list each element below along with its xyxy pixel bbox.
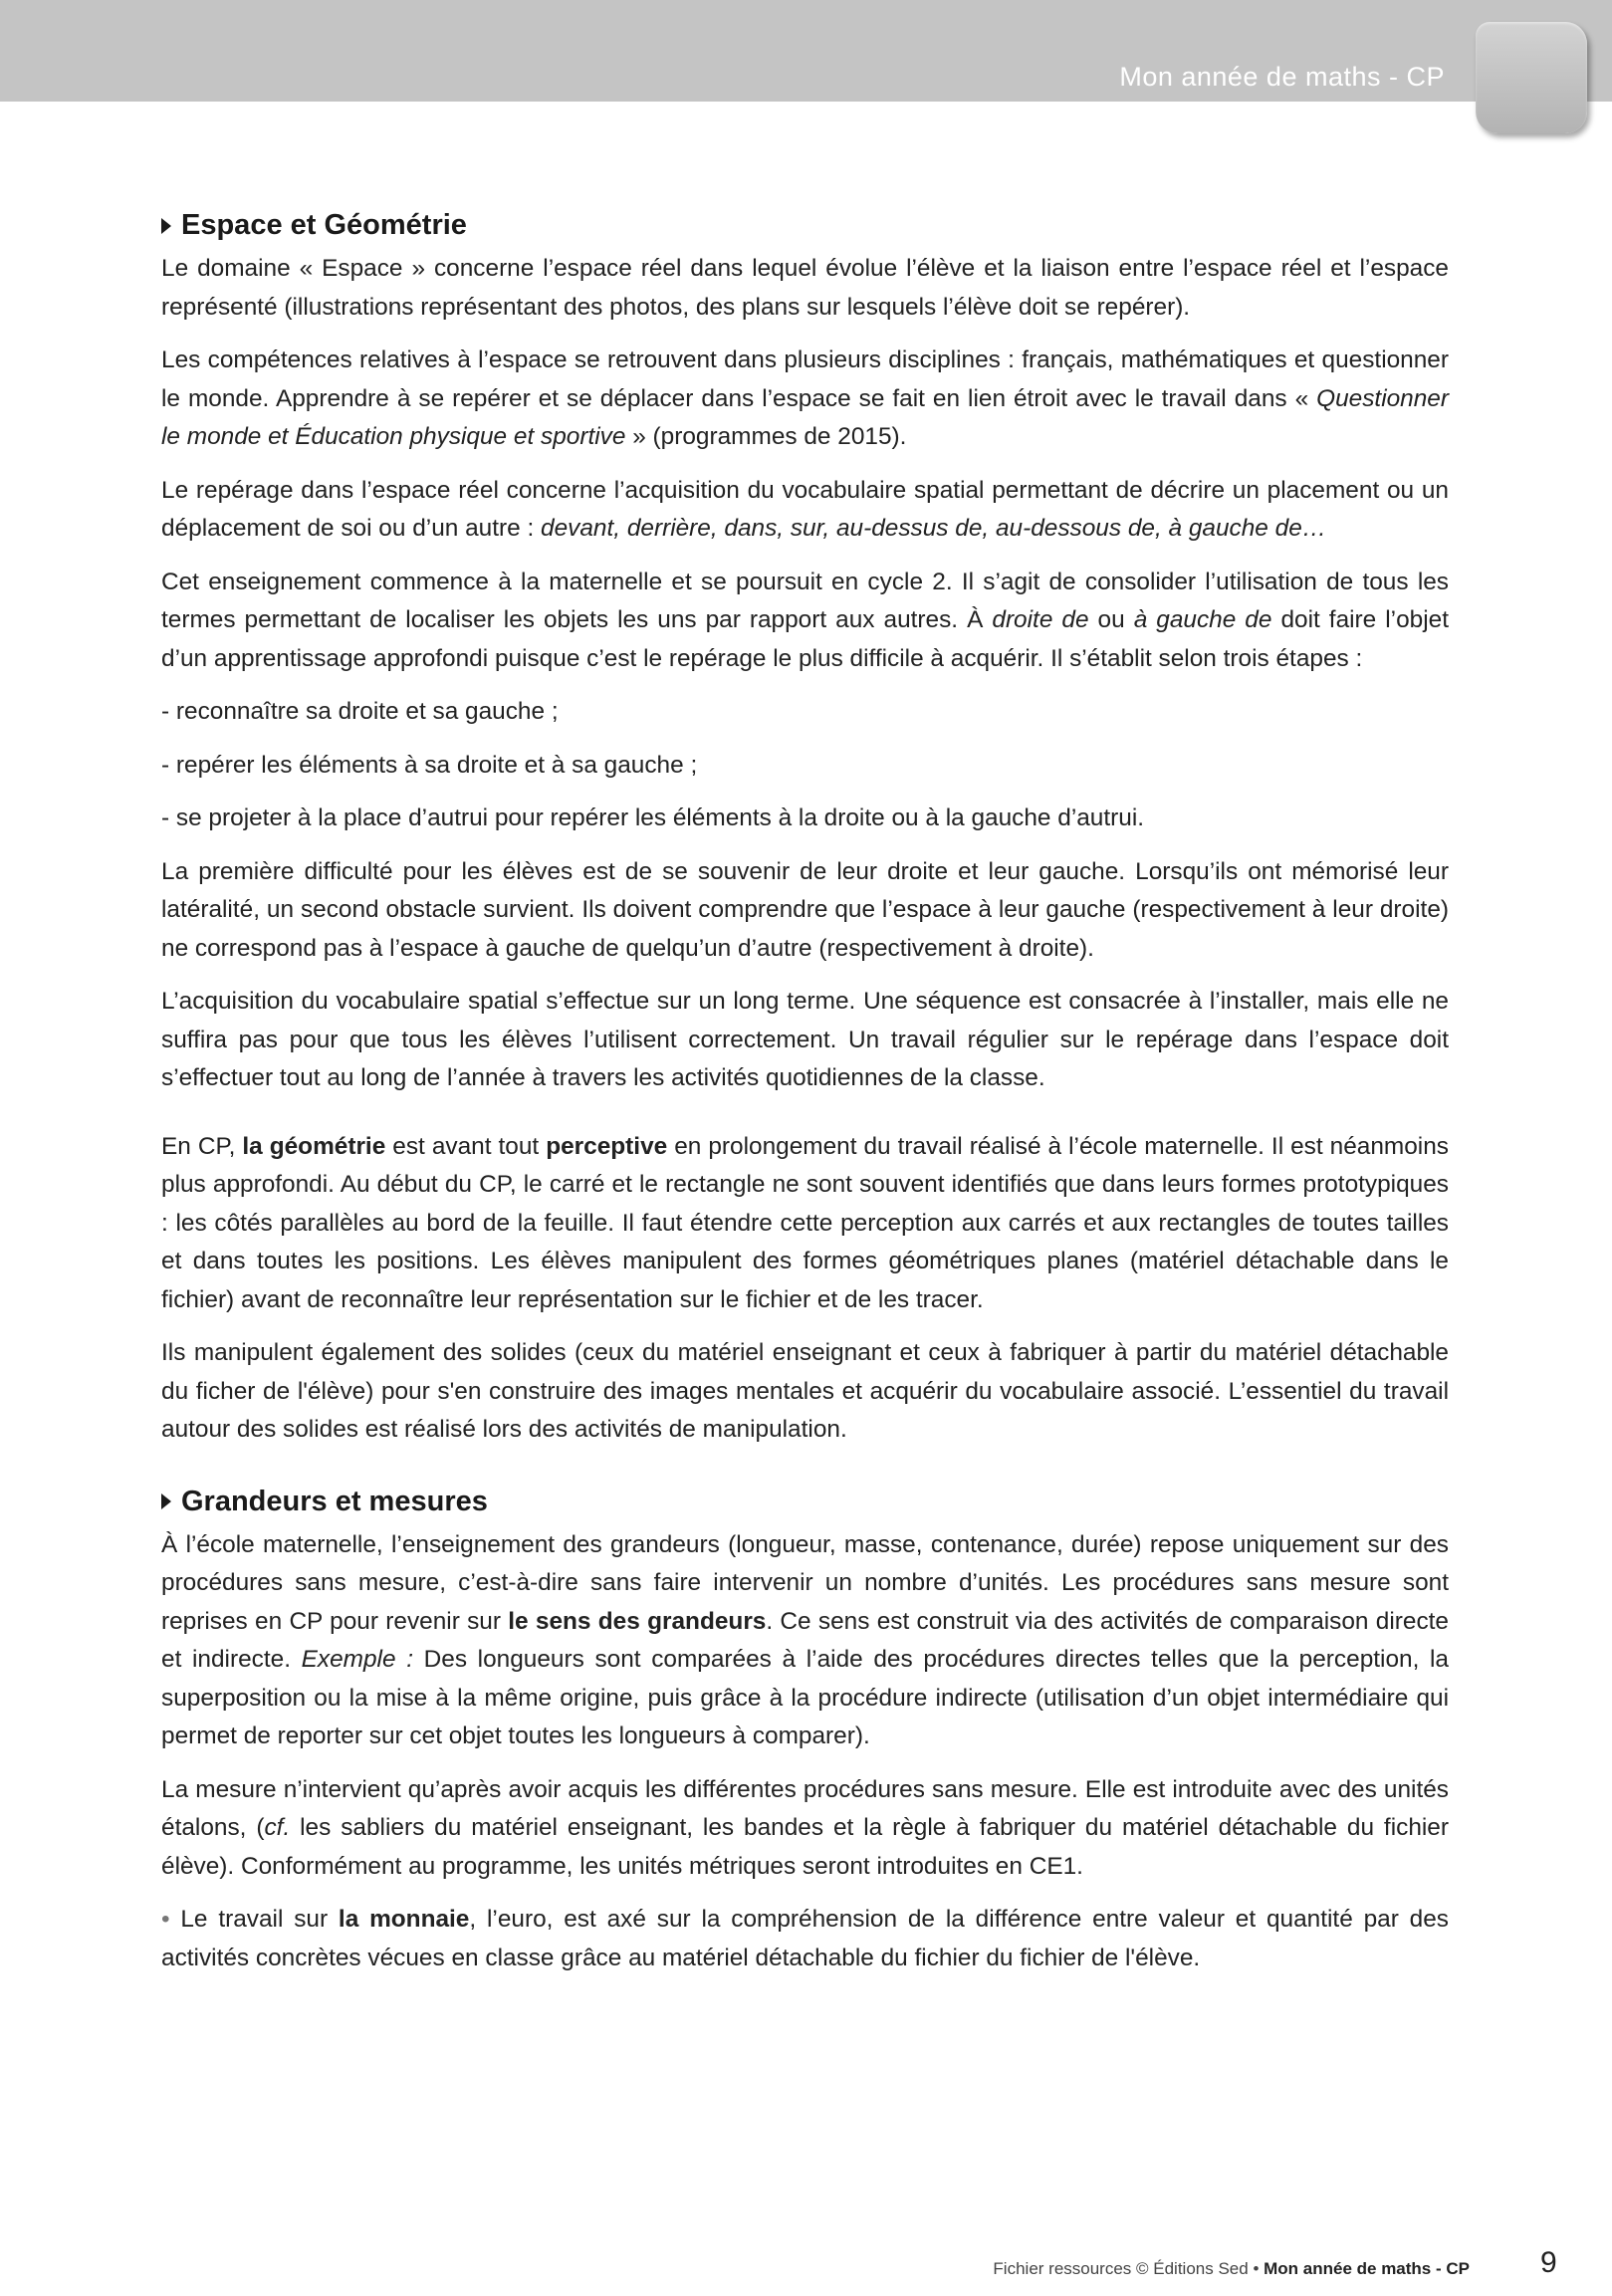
section-espace-geometrie (161, 209, 1449, 1450)
section-heading (161, 209, 1449, 242)
paragraph: Ils manipulent également des solides (ceux du matériel enseignant et ceux à fabriquer à partir du matériel détachable du ficher de l'élève) pour s'en construire des images mentales et acquérir du vocabulaire associé. L’essentiel du travail autour des solides est réalisé lors des activités de manipulation. (161, 1339, 1449, 1443)
paragraph: La mesure n’intervient qu’après avoir acquis les différentes procédures sans mesure. Elle est introduite avec des unités étalons, (cf. les sabliers du matériel enseignant, les bandes et la règle à fabriquer du matériel détachable du fichier élève). Conformément au programme, les unités métriques seront introduites en CE1. (161, 1775, 1449, 1880)
section-grandeurs-mesures (161, 1486, 1449, 1978)
header-tab-decoration (1476, 22, 1587, 133)
list-item: - se projeter à la place d’autrui pour repérer les éléments à la droite ou à la gauche d’autrui. (161, 804, 1145, 831)
header-band (0, 0, 1612, 102)
paragraph: Le repérage dans l’espace réel concerne l’acquisition du vocabulaire spatial permettant de décrire un placement ou un déplacement de soi ou d’un autre : devant, derrière, dans, sur, au-dessus de, au-dessous de, à gauche de… (161, 476, 1449, 542)
section-heading-text: Espace et Géométrie (181, 209, 467, 241)
paragraph: En CP, la géométrie est avant tout perceptive en prolongement du travail réalisé à l’école maternelle. Il est néanmoins plus approfondi. Au début du CP, le carré et le rectangle ne sont souvent identifiés que dans leurs formes prototypiques : les côtés parallèles au bord de la feuille. Il faut étendre cette perception aux carrés et aux rectangles de toutes tailles et dans toutes les positions. Les élèves manipulent des formes géométriques planes (matériel détachable dans le fichier) avant de reconnaître leur représentation sur le fichier et de les tracer. (161, 1132, 1449, 1313)
footer-text: Fichier ressources © Éditions Sed • Mon année de maths - CP (993, 2259, 1470, 2278)
list-item: - repérer les éléments à sa droite et à sa gauche ; (161, 751, 698, 779)
page-content (161, 209, 1449, 2013)
triangle-bullet-icon (161, 218, 171, 234)
paragraph: Cet enseignement commence à la maternelle et se poursuit en cycle 2. Il s’agit de consolider l’utilisation de tous les termes permettant de localiser les objets les uns par rapport aux autres. À droite de ou à gauche de doit faire l’objet d’un apprentissage approfondi puisque c’est le repérage le plus difficile à acquérir. Il s’établit selon trois étapes : (161, 568, 1449, 672)
header-title: Mon année de maths - CP (1119, 62, 1445, 92)
section-heading-text: Grandeurs et mesures (181, 1485, 488, 1517)
paragraph: À l’école maternelle, l’enseignement des grandeurs (longueur, masse, contenance, durée) repose uniquement sur des procédures sans mesure, c’est-à-dire sans faire intervenir un nombre d’unités. Les procédures sans mesure sont reprises en CP pour revenir sur le sens des grandeurs. Ce sens est construit via des activités de comparaison directe et indirecte. Exemple : Des longueurs sont comparées à l’aide des procédures directes telles que la perception, la superposition ou la mise à la même origine, puis grâce à la procédure indirecte (utilisation d’un objet intermédiaire qui permet de reporter sur cet objet toutes les longueurs à comparer). (161, 1530, 1450, 1749)
page-number: 9 (1540, 2246, 1557, 2279)
paragraph: La première difficulté pour les élèves est de se souvenir de leur droite et leur gauche. Lorsqu’ils ont mémorisé leur latéralité, un second obstacle survient. Ils doivent comprendre que l’espace à leur gauche (respectivement à leur droite) ne correspond pas à l’espace à gauche de quelqu’un d’autre (respectivement à droite). (161, 857, 1449, 962)
section-heading (161, 1486, 1449, 1518)
paragraph: • Le travail sur la monnaie, l’euro, est axé sur la compréhension de la différence entre valeur et quantité par des activités concrètes vécues en classe grâce au matériel détachable du fichier du fichier de l'élève. (161, 1906, 1449, 1971)
paragraph: L’acquisition du vocabulaire spatial s’effectue sur un long terme. Une séquence est consacrée à l’installer, mais elle ne suffira pas pour que tous les élèves l’utilisent correctement. Un travail régulier sur le repérage dans l’espace doit s’effectuer tout au long de l’année à travers les activités quotidiennes de la classe. (161, 988, 1449, 1091)
paragraph: Le domaine « Espace » concerne l’espace réel dans lequel évolue l’élève et la liaison entre l’espace réel et l’espace représenté (illustrations représentant des photos, des plans sur lesquels l’élève doit se repérer). (161, 255, 1449, 321)
list-item: - reconnaître sa droite et sa gauche ; (161, 698, 559, 725)
bullet-icon: • (161, 1906, 170, 1933)
paragraph: Les compétences relatives à l’espace se retrouvent dans plusieurs disciplines : français, mathématiques et questionner le monde. Apprendre à se repérer et se déplacer dans l’espace se fait en lien étroit avec le travail dans « Questionner le monde et Éducation physique et sportive » (programmes de 2015). (161, 346, 1449, 450)
triangle-bullet-icon (161, 1493, 171, 1509)
